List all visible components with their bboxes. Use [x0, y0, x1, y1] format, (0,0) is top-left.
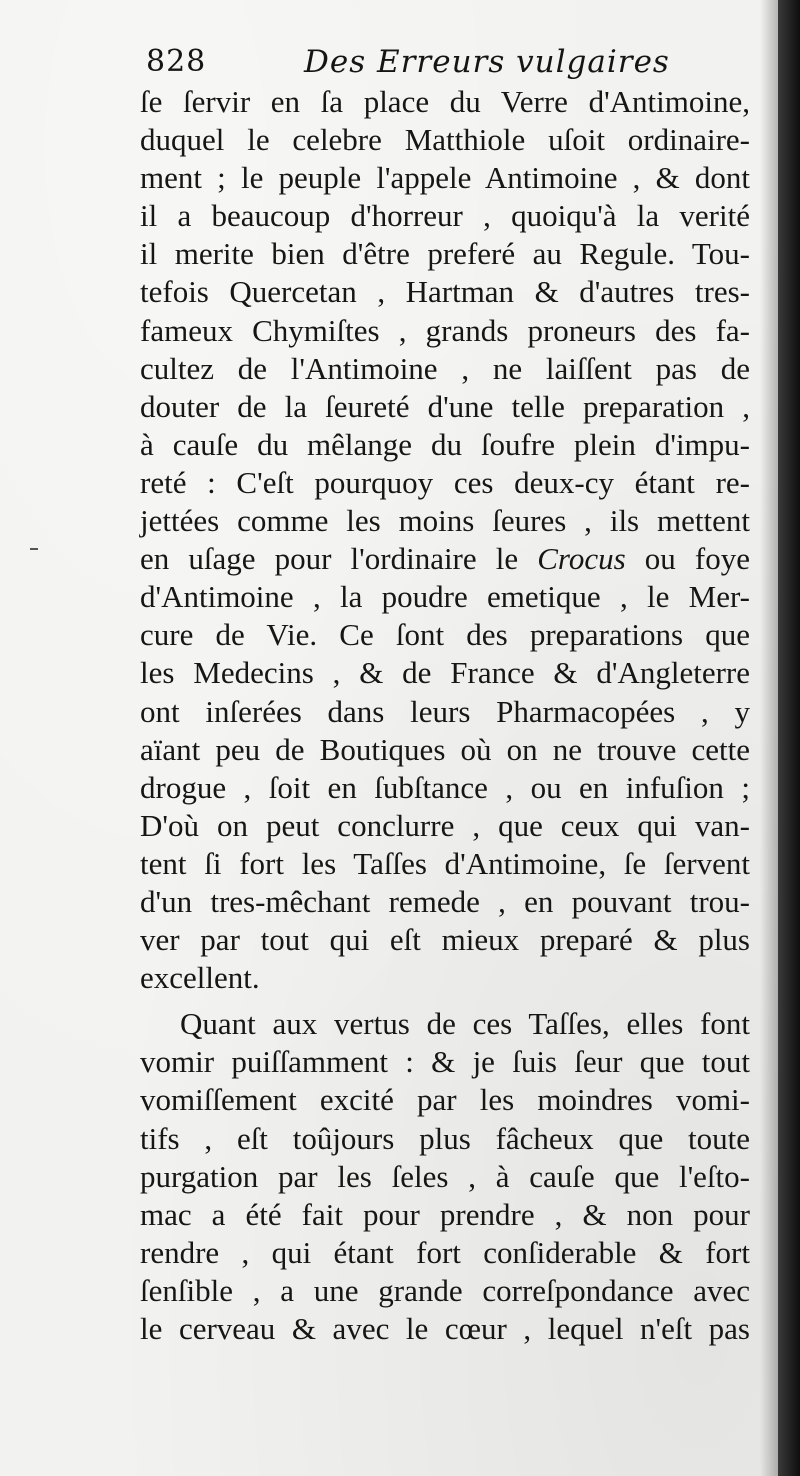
text-line: tefois Quercetan , Hartman & d'autres tres- [140, 274, 750, 310]
text-line: rendre , qui étant fort conſiderable & fort [140, 1234, 750, 1270]
text-line: aïant peu de Boutiques où on ne trouve cette [140, 731, 750, 767]
text-line: vomir puiſſamment : & je ſuis ſeur que tout [140, 1044, 750, 1080]
italic-term: Crocus [537, 541, 626, 577]
text-line: douter de la ſeureté d'une telle preparation , [140, 388, 750, 424]
text-line: reté : C'eſt pourquoy ces deux-cy étant re- [140, 464, 750, 500]
text-line: le cerveau & avec le cœur , lequel n'eſt pas [140, 1311, 750, 1346]
text-line: ſe ſervir en ſa place du Verre d'Antimoine, [140, 84, 750, 119]
text-line: d'Antimoine , la poudre emetique , le Mer- [140, 579, 750, 615]
page-edge [778, 0, 800, 1476]
text-line: ont inſerées dans leurs Pharmacopées , y [140, 693, 750, 729]
paragraph [140, 83, 750, 997]
text-line: ſenſible , a une grande correſpondance avec [140, 1272, 750, 1308]
text-line: duquel le celebre Matthiole uſoit ordinaire- [140, 122, 750, 158]
text-line: drogue , ſoit en ſubſtance , ou en infuſion ; [140, 769, 750, 805]
text-line: les Medecins , & de France & d'Angleterre [140, 655, 750, 691]
text-line: cultez de l'Antimoine , ne laiſſent pas de [140, 350, 750, 386]
text-line: il a beaucoup d'horreur , quoiqu'à la verité [140, 198, 750, 234]
text-line: il merite bien d'être preferé au Regule. Tou- [140, 236, 750, 272]
text-line: excellent. [140, 960, 260, 996]
text-line: fameux Chymiſtes , grands proneurs des fa- [140, 312, 750, 348]
text-line: vomiſſement excité par les moindres vomi- [140, 1082, 750, 1118]
text-line: d'un tres-mêchant remede , en pouvant trou- [140, 883, 750, 919]
text-line: D'où on peut conclurre , que ceux qui van- [140, 807, 750, 843]
text-line: Quant aux vertus de ces Taſſes, elles font [180, 1006, 750, 1042]
text-fragment: ou foye [625, 541, 750, 577]
paragraph [140, 1005, 750, 1348]
text-line: jettées comme les moins ſeures , ils mettent [140, 503, 750, 539]
text-fragment: en uſage pour l'ordinaire le [140, 541, 538, 577]
margin-mark [30, 548, 38, 550]
text-line: ver par tout qui eſt mieux preparé & plus [140, 922, 750, 958]
text-line: purgation par les ſeles , à cauſe que l'eſto- [140, 1158, 750, 1194]
body-text [140, 83, 750, 1348]
text-line: tifs , eſt toûjours plus fâcheux que toute [140, 1120, 750, 1156]
text-line [140, 540, 750, 578]
text-line: à cauſe du mêlange du ſoufre plein d'impu- [140, 426, 750, 462]
text-line: cure de Vie. Ce ſont des preparations que [140, 617, 750, 653]
text-line: ment ; le peuple l'appele Antimoine , & dont [140, 160, 750, 196]
paragraph-gap [140, 997, 750, 1005]
text-line: mac a été fait pour prendre , & non pour [140, 1196, 750, 1232]
page-gutter-shadow [760, 0, 778, 1476]
text-line: tent ſi fort les Taſſes d'Antimoine, ſe ſervent [140, 845, 750, 881]
running-title: Des Erreurs vulgaires [304, 44, 670, 80]
page-number: 828 [146, 44, 207, 79]
